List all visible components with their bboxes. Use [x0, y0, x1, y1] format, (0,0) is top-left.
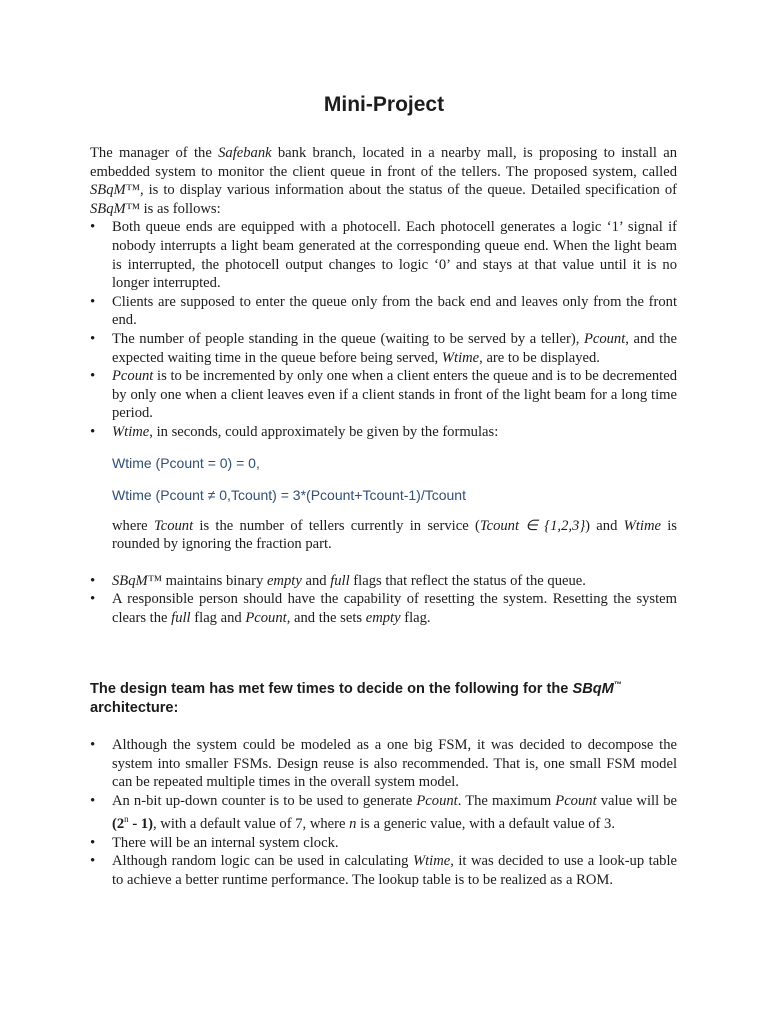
term-pcount: Pcount: [416, 792, 458, 809]
bullet-text: , with a default value of 7, where: [153, 816, 350, 833]
formula-zero: Wtime (Pcount = 0) = 0,: [112, 454, 260, 471]
page-title: Mini-Project: [323, 93, 445, 116]
term-empty: empty: [266, 572, 302, 589]
bullet-text: Although random logic can be used in calculating: [112, 853, 413, 870]
where-text: is rounded by ignoring the fraction part.: [112, 517, 677, 553]
term-empty: empty: [365, 609, 401, 626]
bullet-text: Both queue ends are equipped with a photocell. Each photocell generates a logic ‘1’ signal if nobody interrupts a light beam generated at the corresponding queue end. When the light beam is interrupted, the photocell output changes to logic ‘0’ and stays at that value until it is no longer interrupted.: [112, 219, 677, 292]
term-pcount: Pcount: [555, 792, 597, 809]
bullet-text: . The maximum: [457, 792, 556, 809]
bullet-text: , and the sets: [286, 609, 366, 626]
spec-bullet-photocell: [90, 218, 677, 292]
design-bullet-counter: [90, 792, 677, 834]
tcount-set: Tcount ∈ {1,2,3}: [479, 517, 586, 534]
where-text: is the number of tellers currently in service (: [193, 517, 480, 534]
term-wtime: Wtime: [441, 349, 480, 366]
spec-bullet-queue-ends: [90, 293, 677, 330]
where-text: where: [112, 517, 154, 534]
term-tcount: Tcount: [153, 517, 194, 534]
intro-text: bank branch, located in a nearby mall, is proposing to install an embedded system to monitor the client queue in front of the tellers. The proposed system, called: [90, 145, 677, 180]
heading-text: architecture:: [90, 700, 179, 716]
design-section: [90, 736, 677, 890]
formula-general: Wtime (Pcount ≠ 0,Tcount) = 3*(Pcount+Tcount-1)/Tcount: [112, 486, 466, 503]
spec-bullet-flags: [90, 572, 677, 591]
system-name: SBqM: [572, 681, 614, 697]
term-full: full: [330, 572, 350, 589]
intro-text: The manager of the: [90, 145, 219, 161]
term-pcount: Pcount: [245, 609, 287, 626]
design-bullet-lookup: [90, 852, 677, 889]
term-full: full: [171, 609, 191, 626]
heading-text: The design team has met few times to decide on the following for the: [90, 681, 573, 697]
term-n: n: [349, 816, 357, 833]
term-pcount: Pcount: [583, 330, 626, 347]
bullet-text: Clients are supposed to enter the queue only from the back end and leaves only from the front end.: [112, 293, 677, 329]
bullet-text: , it was decided to use a look-up table to achieve a better runtime performance. The lookup table is to be realized as a ROM.: [112, 853, 677, 889]
bullet-text: There will be an internal system clock.: [112, 834, 339, 851]
max-value-base: (2: [112, 816, 125, 833]
bullet-text: An n-bit up-down counter is to be used to generate: [112, 792, 417, 809]
bullet-text: is to be incremented by only one when a client enters the queue and is to be decremented by only one when a client leaves even if a client stands in front of the light beam for a long time period.: [112, 368, 677, 422]
max-value-rest: - 1): [128, 816, 153, 833]
max-value-exponent: n: [124, 814, 129, 825]
bullet-text: is a generic value, with a default value of 3.: [356, 816, 615, 833]
bullet-text: The number of people standing in the queue (waiting to be served by a teller),: [112, 330, 584, 347]
bullet-text: value will be: [596, 792, 677, 809]
system-name: SBqM™: [90, 200, 140, 217]
spec-bullet-increment: [90, 367, 677, 423]
bullet-text: Although the system could be modeled as a one big FSM, it was decided to decompose the system into smaller FSMs. Design reuse is also recommended. That is, one small FSM model can be repeated multiple times in the overall system model.: [112, 737, 677, 791]
bullet-text: flags that reflect the status of the queue.: [349, 572, 586, 589]
bullet-text: flag and: [190, 609, 246, 626]
trademark-symbol: ™: [613, 680, 622, 690]
spec-bullet-reset: [90, 590, 677, 627]
term-wtime: Wtime: [412, 853, 451, 870]
term-wtime: Wtime: [623, 517, 661, 534]
system-name: SBqM™: [112, 572, 162, 589]
term-wtime: Wtime: [112, 423, 150, 440]
where-text: ) and: [585, 517, 624, 534]
bank-name: Safebank: [218, 145, 272, 161]
bullet-text: flag.: [400, 609, 431, 626]
intro-text: , is to display various information about the status of the queue. Detailed specification of: [139, 182, 677, 199]
bullet-text: and: [301, 572, 331, 589]
bullet-text: A responsible person should have the capability of resetting the system. Resetting the system clears the: [112, 591, 677, 626]
spec-bullet-display: [90, 330, 677, 367]
design-bullet-fsm: [90, 736, 677, 792]
bullet-text: , and the expected waiting time in the queue before being served,: [112, 330, 677, 366]
spec-bullet-list-2: [90, 572, 677, 628]
design-heading: [90, 680, 677, 718]
design-bullet-clock: [90, 834, 677, 853]
intro-text: is as follows:: [139, 200, 221, 217]
bullet-text: , in seconds, could approximately be given by the formulas:: [149, 423, 499, 440]
bullet-text: , are to be displayed.: [479, 349, 600, 366]
system-name: SBqM™: [90, 182, 140, 199]
spec-bullet-list: [90, 218, 677, 441]
intro-paragraph: [90, 144, 677, 218]
spec-bullet-wtime: [90, 423, 677, 442]
bullet-text: maintains binary: [161, 572, 267, 589]
term-pcount: Pcount: [112, 368, 154, 385]
design-bullet-list: [90, 736, 677, 890]
where-clause: [112, 517, 677, 554]
specification-section: [90, 144, 677, 627]
